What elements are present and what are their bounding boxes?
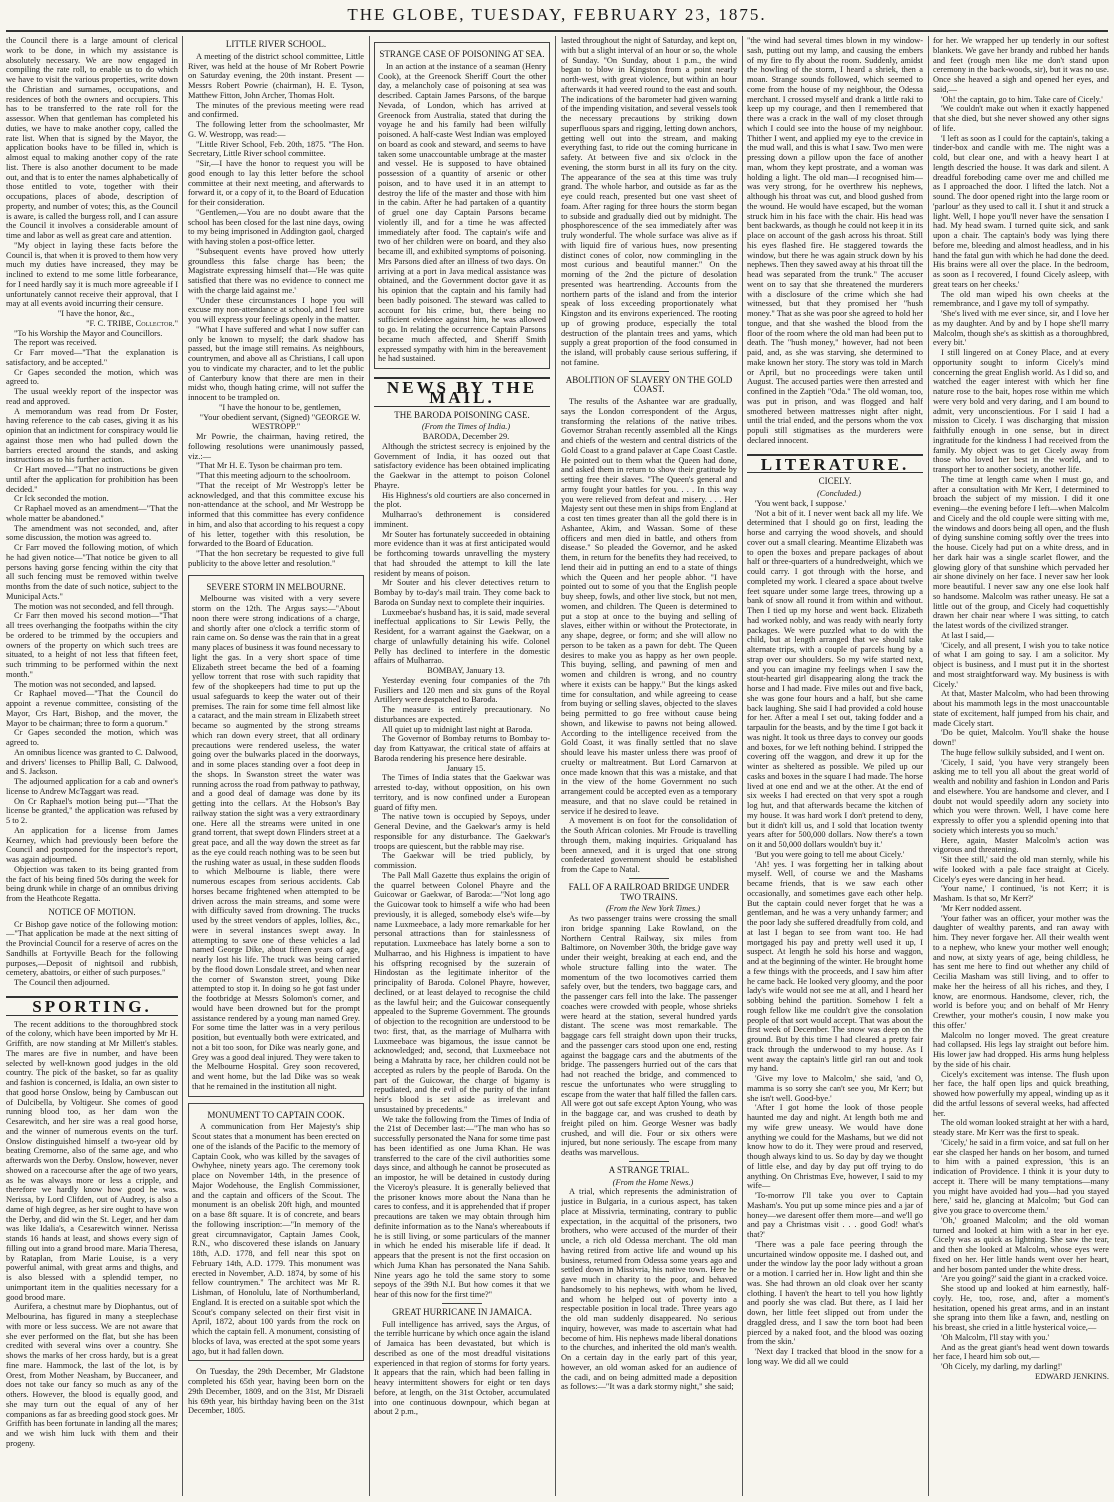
paragraph: 'I left as soon as I could for the captain's, taking a tinder-box and candle with me. The night was a cold, but clear one, and with a heavy heart I at length descried the house. It was dark and silent. A dreadful foreboding came over me and chilled me as I approached the door. I lifted the latch. Not a sound. The door opened right into the large room or 'parlour' as they used to call it. I shut it and struck a light. Well, I hope you'll never have the sensation I had. My head swam. I turned quite sick, and sank upon a chair. The captain's body was lying there before me, bleeding and almost headless, and in his hand the fatal gun with which he had done the deed. His brains were all over the place. In the bedroom, as soon as I recovered, I found Cicely asleep, with great tears on her cheeks.'	[933, 133, 1109, 289]
paragraph: Cr Gapes seconded the motion, which was agreed to.	[6, 367, 178, 387]
paragraph: The measure is entirely precautionary. No disturbances are expected.	[374, 705, 550, 724]
paragraph: Full intelligence has arrived, says the Argus, of the terrible hurricane by which once again the island of Jamaica has been devastated, but which is described as one of the most dreadful visitations experienced in that region of storms for forty years. It appears that the rain, which had been falling in heavy intermittent showers for eight or ten days before, at length, on the 31st October, accumulated into one continuous downpour, which began at about 2 p.m.,	[374, 1319, 550, 1417]
masthead-rule	[6, 30, 1108, 32]
column-rule	[928, 36, 929, 1496]
paragraph: Mr Souter has fortunately succeeded in obtaining more evidence than it was at first anticipated would be forthcoming towards unravelling the mystery that had shrouded the attempt to kill the late resident by means of poison.	[374, 529, 550, 578]
literature-heading: LITERATURE.	[747, 454, 923, 474]
paragraph: Cr Bishop gave notice of the following motion:—"That application be made at the next sitting of the Provincial Council for a reserve of acres on the Sandhills at Fortyville Beach for the following purposes,—Deposit of nightsoil and rubbish, cemetery, abattoirs, or either of such purposes."	[6, 919, 178, 978]
column-rule	[742, 36, 743, 1496]
paragraph: Although the strictest secrecy is enjoined by the Government of India, it has oozed out that satisfactory evidence has been obtained implicating the Gaekwar in the attempt to poison Colonel Phayre.	[374, 441, 550, 490]
paragraph: Yesterday evening four companies of the 7th Fusiliers and 120 men and six guns of the Royal Artillery were despatched to Baroda.	[374, 675, 550, 705]
paragraph: The motion was not seconded, and lapsed.	[14, 679, 156, 689]
paragraph: 'We couldn't make out when it exactly happened that she died, but she never showed any other signs of life.	[933, 104, 1109, 133]
paragraph: "Sir,—I have the honor to request you will be good enough to lay this letter before the school committee at their next meeting, and afterwards to forward it, or a copy of it, to the Board of Education for their consideration.	[188, 159, 364, 207]
paragraph: "I have the honour to be, gentlemen,	[218, 402, 342, 412]
article-title: THE BARODA POISONING CASE.	[394, 409, 530, 420]
divider	[629, 1161, 669, 1162]
paragraph: "Under these circumstances I hope you will excuse my non-attendance at school, and I feel sure you will express your feelings openly in the matter.	[188, 295, 364, 324]
paragraph: In an action at the instance of a seaman (Henry Cook), at the Greenock Sheriff Court the other day, a melancholy case of poisoning at sea was described. Captain James Parsons, of the barque Nevada, of London, which has arrived at Greenock from Australia, stated that during the voyage he and his family had been wilfully poisoned. A half-caste West Indian was employed on board as cook and steward, and seems to have taken some unaccountable umbrage at the master and vessel. He is supposed to have obtained possession of a quantity of arsenic or other poison, and to have used it in an attempt to destroy the life of the master and those with him in the cabin. After he had partaken of a quantity of gruel one day Captain Parsons became violently ill, and for a time he was affected immediately after food. The captain's wife and two of her children were on board, and they also became ill, and exhibited symptoms of poisoning. Mrs Parsons died after an illness of two days. On arriving at a port in Java medical assistance was obtained, and the Government doctor gave it as his opinion that the captain and his family had been badly poisoned. The steward was called to account for his crime, but, there being no sufficient evidence against him, he was allowed to go. In relating the occurrence Captain Parsons became much affected, and Sheriff Smith expressed sympathy with him in the bereavement he had sustained.	[378, 61, 546, 364]
paragraph: The adjourned application for a cab and owner's license to Andrew McTaggart was read.	[6, 777, 178, 796]
paragraph: for her. We wrapped her up tenderly in our softest blankets. We gave her brandy and rubbed her hands and feet (rough men like me don't stand upon ceremony in the back-woods, sir), but it was no use. Once she heaved a sigh and opened her eyes, and said,—	[933, 36, 1109, 94]
article-title: SEVERE STORM IN MELBOURNE.	[206, 581, 346, 592]
paragraph: "My object in laying these facts before the Council is, that when it is proved to them how very much my duties have increased, they may be inclined to extend to me some little forbearance, for I need hardly say it is much more agreeable if I unfortunately cannot receive their approval, that I may at all events avoid incurring their censure.	[6, 240, 178, 309]
divider	[442, 1303, 482, 1304]
masthead: THE GLOBE, TUESDAY, FEBRUARY 23, 1875.	[347, 5, 767, 24]
paragraph: 'Next day I tracked that blood in the snow for a long way. We did all we could	[747, 1347, 923, 1366]
paragraph: Objection was taken to its being granted from the fact of his being fined 50s during the week for being drunk while in charge of an omnibus driving from the Heathcote Regatta.	[6, 864, 178, 903]
paragraph: "Gentlemen,—You are no doubt aware that the school has been closed for the last nine days, owing to my being imprisoned in Addington gaol, charged with having stolen a post-office letter.	[188, 207, 364, 246]
paragraph: 'Your father was an officer, your mother was the daughter of wealthy parents, and ran away with him. They never forgave her. All their wealth went to a nephew, who knew your mother well enough; and now, at sixty years of age, being childless, he has sent me here to find out whether any child of Cecilia Masham was still living, and to offer to make her the heiress of all his riches, and they, I know, are enormous. Handsome, clever, rich, the world is before you; and on behalf of Mr Henry Crewther, your mother's cousin, I now make you this offer.'	[933, 913, 1109, 1030]
paragraph: Mr Souter and his clever detectives return to Bombay by to-day's mail train. They come back to Baroda on Sunday next to complete their inquiries.	[374, 578, 550, 607]
column-5	[747, 36, 923, 1498]
paragraph: Here, again, Master Malcolm's action was vigorous and threatening.	[933, 835, 1109, 855]
column-rule	[555, 36, 556, 1496]
paragraph: The minutes of the previous meeting were read and confirmed.	[188, 100, 364, 120]
paragraph: 'She's lived with me ever since, sir, and I love her as my daughter. And by and by I hope she'll marry Malcolm, though she's as skittish as a thoroughbred, every bit.'	[933, 309, 1109, 348]
paragraph: Cr Farr then moved his second motion—"That all trees overhanging the footpaths within the city be ordered to be trimmed by the occupiers and owners of the property on which such trees are situated, to a height of not less that fifteen feet, such trimming to be performed within the next month."	[6, 611, 178, 679]
paragraph: 'Cicely,' he said in a firm voice, and sat full on her ear she clasped her hands on her bosom, and turned to him with a pained expression, 'this is an indication of Providence. I think it is your duty to accept it. There will be many temptations—many you might have avoided had you—had you stayed here,' said he, glancing at Malcolm; 'but God can give you grace to overcome them.'	[933, 1137, 1109, 1215]
divider	[629, 371, 669, 372]
paragraph: Cr Ick seconded the motion.	[14, 494, 109, 504]
paragraph: Cicely's excitement was intense. The flush upon her face, the half open lips and quick breathing, showed how powerfully my appeal, winding up as it did the artful lessons of several weeks, had affected her.	[933, 1069, 1109, 1118]
source-line: (From the Times of India.)	[421, 422, 511, 432]
article-title: MONUMENT TO CAPTAIN COOK.	[207, 1109, 345, 1120]
paragraph: Mulharrao's dethronement is considered imminent.	[374, 510, 550, 529]
paragraph: A communication from Her Majesty's ship Scout states that a monument has been erected on one of the islands of the Pacific to the memory of Captain Cook, who was killed by the savages of Owhyhee, ninety years ago. The ceremony took place on November 14th, in the presence of Major Wodehouse, the English Commissioner, and the captain and officers of the Scout. The monument is an obelisk 20ft high, and mounted on a base 8ft square. It is of concrete, and bears the following inscription:—"In memory of the great circumnavigator, Captain James Cook, R.N., who discovered these islands on January 18th, A.D. 1778, and fell near this spot on February 14th, A.D. 1779. This monument was erected in November, A.D. 1874, by some of his fellow countrymen." The architect was Mr R. Lishman, of Honolulu, late of Northumberland, England. It is erected on a suitable spot which the Scout's company selected on their first visit in April, 1872, about 100 yards from the rock on which the captain fell. A monument, consisting of blocks of lava, was erected at the spot some years ago, but it had fallen down.	[192, 1122, 360, 1356]
paragraph: The old man wiped his own cheeks at the remembrance, and I gave my toll of sympathy.	[933, 289, 1109, 309]
paragraph: Mr Powrie, the chairman, having retired, the following resolutions were unanimously passed, viz.:—	[188, 432, 364, 461]
paragraph: The Gaekwar will be tried publicly, by commission.	[374, 851, 550, 870]
paragraph: 'After I got home the look of those people haunted me day and night. At length both me and my wife grew uneasy. We would have done anything we could for the Mashams, but we did not know how to do it. They were proud and reserved, though always kind to us. So day by day we thought of little else, and day by day put off trying to do anything. On Christmas Eve, however, I said to my wife—	[747, 1103, 923, 1191]
paragraph: 'Not a bit of it. I never went back all my life. We determined that I should go on first, leading the horse and carrying the wood shovels, and should cover out a small clearing. Meantime Elizabeth was to open the boxes and prepare packages of about half or three-quarters of a hundredweight, which we could carry. I got through with the horse, and completed my work. I cleared a space about twelve feet square under some large trees, throwing up a bank of snow all round it from within and without. Then I tied up my horse and went back. Elizabeth had worked nobly, and was ready with nearly forty packages. We were puzzled what to do with the child, but at length arranged that we should take alternate trips, with a couple of parcels hung by a strap over our shoulders. So my wife started next, and you can imagine my feelings when I saw the stout-hearted girl disappearing along the track the horse and I had made. Five miles out and five back, she was gone four hours and a half, but she came back laughing. She said I had provided a cold house for her. After a meal I set out, taking fodder and a tarpaulin for the beasts, and by the time I got back it was night. It took us three days to convey our goods and boxes, for we left nothing behind. I stripped the covering off the waggon, and drew it up for the winter as sheltered as possible. We piled up our casks and boxes in the square I had made. The horse lived at one end and we at the other. At the end of six weeks I had erected on that very spot a rough log hut, and that afterwards became the kitchen of my house. It was hard work I don't pretend to deny, but it didn't kill us, and I sold that location twenty years after for 500,000 dollars. Now there's a town on it and 50,000 dollars wouldn't buy it.'	[747, 508, 923, 849]
paragraph: 'But you were going to tell me about Cicely.'	[755, 849, 905, 859]
paragraph: The report was received.	[14, 338, 97, 348]
article-title: STRANGE CASE OF POISONING AT SEA.	[379, 49, 545, 59]
paragraph: The Times of India states that the Gaekwar was arrested to-day, without opposition, on his own territory, and is now confined under a European guard of fifty men.	[374, 773, 550, 812]
paragraph: The time at length came when I must go, and after a consultation with Mr Kerr, I determined to broach the subject of my mission. I did it one evening—the evening before I left—when Malcolm and Cicely and the old couple were sitting with me, the windows and doors being all open, and the flush of dying sunshine coming softly over the trees into the house. Cicely had put on a white dress, and in her dark hair was a single scarlet flower, and the glowing glory of that sunshine which pervaded her air shone divinely on her face. I never saw her look more beautiful. I never saw any one else look half so handsome. Malcolm was rather uneasy. He sat a little out of the group, and Cicely had coquettishly drawn her chair near where I was sitting, to catch the latest words of the civilized stranger.	[933, 474, 1109, 630]
paragraph: The Council then adjourned.	[14, 978, 110, 987]
paragraph: 'Cicely, I said, 'you have very strangely been asking me to tell you all about the great world of wealth and nobility and fashion in London and Paris and elsewhere. You are handsome and clever, and I doubt not would speedily adorn any society into which you were thrown. Well, I have come here expressly to offer you a splendid opening into that society which interests you so much.'	[933, 757, 1109, 835]
source-line: (From the New York Times.)	[605, 904, 701, 914]
paragraph: An omnibus licence was granted to C. Dalwood, and drivers' licenses to Phillip Ball, C. Dalwood, and S. Jackson.	[6, 747, 178, 777]
paragraph: Melbourne was visited with a very severe storm on the 12th. The Argus says:—"About noon there were strong indications of a charge, and shortly after one o'clock a terrific storm of rain came on. So dense was the rain that in a great many places of business it was found necessary to light the gas. In a very short space of time Elizabeth street became the bed of a foaming yellow torrent that rose with such rapidity that few of the shopkeepers had time to put up the usual safeguards to keep the water out of their premises. The rain for some time fell almost like a cataract, and the main stream in Elizabeth street became so augmented by the strong streams which ran down every street, that all ordinary precautions were rendered useless, the water going over the bulwarks placed in the doorways, and in some places standing over a foot deep in the shops. In Swanston street the water was running across the road from pathway to pathway, and a good deal of damage was done by its getting into the cellars. At the Hobson's Bay railway station the sight was a very extraordinary one. Here all the streams were united in one grand torrent, that swept down Flinders street at a great pace, and all the way down the street as far as the eye could reach nothing was to be seen but the rushing water as usual, in these sudden floods to which Melbourne is liable, there were numerous escapes from serious accidents. Cab horses became frightened when attempted to be driven across the main streams, and some were with difficulty saved from drowning. The trucks used by the street vendors of apples, lollies, &c., were in several instances swept away. In attempting to save one of these vehicles a lad named George Dike, about fifteen years of age, nearly lost his life. The truck was being carried by the flood down Lonsdale street, and when near the corner of Swanston street, young Dike attempted to stop it. In doing so he got fast under the footbridge at Messrs Solomon's corner, and would have been drowned but for the prompt assistance rendered by a young man named Grey. For some time the latter was in a very perilous position, but eventually both were extricated, and not a bit too soon, for Dike was nearly gone, and Grey was a good deal injured. They were taken to the Melbourne Hospital. Grey soon recovered, and went home, but the lad Dike was so weak that he remained in the institution all night.	[192, 594, 360, 1091]
paragraph: "That the receipt of Mr Westropp's letter be acknowledged, and that this committee excuse his non-attendance at the school, and Mr Westropp be informed that this committee has every confidence in him, and also that according to his request a copy of his letter, together with this resolution, be forwarded to the Board of Education.	[188, 480, 364, 549]
paragraph: She stood up and looked at him earnestly, half-coyly. He, too, rose, and, after a moment's hesitation, opened his great arms, and in an instant she sprang into them like a fawn, and, nestling on his breast, she cried in a little hysterical voice,—	[933, 1284, 1109, 1332]
paragraph: Cr Farr moved—"That the explanation is satisfactory, and be accepted."	[6, 348, 178, 367]
paragraph: I still lingered on at Coney Place, and at every opportunity sought to inform Cicely's mind concerning the great English world. As I did so, and watched the eager interest with which her fine nature rose to the bait, hopes rose within me which were very bold and very daring, and I am bound to admit, very unconscientious. For I said I had a mission to Cicely. I was discharging that mission faithfully enough in one sense, but in direct ingratitude for the kindness I had received from the family. My object was to get Cicely away from those who loved her best in the world, and to transport her to another society, another life.	[933, 348, 1109, 474]
paragraph: The Pall Mall Gazette thus explains the origin of the quarrel between Colonel Phayre and the Guicowar or Gaekwar, of Baroda:—"Not long ago the Guicowar took to himself a wife who had been previously, it is alleged, somebody else's wife—by name Luxmeebace, a lady more remarkable for her personal attractions than for stainlessness of reputation. Luxmeebace has lately borne a son to Mulharrao, and his Highness is impatient to have his offspring recognised by the suzerain of Hindostan as the legitimate inheritor of the principality of Baroda. Colonel Phayre, however, declined, or at least delayed to recognise the child as the lawful heir; and the Guicowar consequently appealed to the Supreme Government. The grounds of objection to the recognition are understood to be two: first, that, as the marriage of Mulharra with Luxmeebace was bigamous, the issue cannot be acknowledged; and, second, that Luxmeebace not being a Mahratta by race, her children could not be accepted as rulers by the people of Baroda. On the part of the Guicowar, the charge of bigamy is repudiated, and the evil of the purity of the infant heir's blood is set aside as irrelevant and unsustained by precedents."	[374, 870, 550, 1114]
column-1	[6, 36, 178, 1498]
paragraph: Luxmeebae's husband has, it is said, made several ineffectual applications to Sir Lewis Pelly, the Resident, for a warrant against the Gaekwar, on a charge of unlawfully detaining his wife. Colonel Pelly has declined to interfere in the domestic affairs of Mulharrao.	[374, 607, 550, 666]
paragraph: Cr Hart moved—"That no instructions be given until after the application for prohibition has been decided."	[6, 465, 178, 494]
sporting-heading: SPORTING.	[6, 996, 178, 1016]
paragraph: 'There was a pale face peering through the uncurtained window opposite me. I dashed out, and under the window lay the poor lady without a groan or a motion. I carried her in. How light and thin she was. She had thrown an old cloak over her scanty clothing. I haven't the heart to tell you how lightly and poorly she was clad. But there, as I laid her down, her little feet slipped out from under the draggled dress, and I saw the torn boot had been pierced by a naked foot, and the blood was oozing from the skin.'	[747, 1239, 923, 1347]
paragraph: Aurifera, a chestnut mare by Diophantus, out of Melbourina, has figured in many a steeplechase with more or less success. We are not aware that she ever performed on the flat, but she has been credited with several wins over a country. She shows the marks of her cross hardy, but is a great fine mare. Hammock, the last of the lot, is by Orest, from Mother Neasham, by Buccaneer, and does not take our fancy so much as any of the others. However, the blood is equally good, and she may turn out the equal of any of her companions as far as breeding good stock goes. Mr Griffith has been fortunate in landing all the mares; and we wish him luck with them and their progeny.	[6, 1302, 178, 1448]
signature: "F. C. TRIBE, Collector."	[86, 318, 178, 328]
paragraph: 'Your name,' I continued, 'is not Kerr; it is Masham. Is that so, Mr Kerr?'	[933, 884, 1109, 903]
paragraph: "That Mr H. E. Tyson be chairman pro tem.	[196, 461, 343, 471]
article-title: A STRANGE TRIAL.	[608, 1164, 690, 1175]
column-2	[188, 36, 364, 1498]
divider	[629, 878, 669, 879]
source-line: (From the Home News.)	[612, 1177, 694, 1187]
paragraph: 'You went back, I suppose.'	[755, 498, 847, 508]
dateline: BOMBAY, January 13.	[427, 666, 505, 675]
paragraph: lasted throughout the night of Saturday, and kept on, with but a slight interval of an hour or so, the whole of Sunday. "On Sunday, about 1 p.m., the wind began to blow in Kingston from a point nearly north-west, with great violence, but within an hour afterwards it had veered round to the east and south. The indications of the barometer had given warning of the impending visitation, and several vessels took the necessary precautions by striking down superfluous spars and rigging, letting down anchors, getting well out into the stream, and making everything fast, to ride out the coming hurricane in safety. At between five and six o'clock in the evening, the storm burst in all its fury on the city. The appearance of the sea at this time was truly grand. The whole harbor, and outside as far as the eye could reach, presented but one vast sheet of foam. After raging for three hours the storm began to subside and gradually died out by midnight. The phosphorescence of the sea immediately after was truly wonderful. The whole surface was alive as if with liquid fire of various hues, now presenting distinct cones of color, now commingling in the most curious and beautiful manner." On the morning of the 2nd the picture of desolation presented was heartrending. Accounts from the northern parts of the island and from the interior speak of loss exceeding proportionately what Kingston and its environs experienced. The rooting up of growing produce, especially the total destruction of the plantain trees and yams, which supply a great proportion of the food consumed in the island, will probably cause serious suffering, if not famine.	[561, 36, 737, 367]
paragraph: The old woman looked straight at her with a hard, steady stare. Mr Kerr was the first to speak.	[933, 1118, 1109, 1137]
paragraph: "What I have suffered and what I now suffer can only be known to myself; the dark shadow has passed, but the image still remains. As neighbours, countrymen, and above all as Christians, I call upon you to vindicate my character, and to let the public of Canterbury know that there are men in their midst who, though hating crime, will not suffer the innocent to be trampled on.	[188, 324, 364, 402]
paragraph: 'Sit thee still,' said the old man sternly, while his wife looked with a pale face straight at Cicely. Cicely's eyes were dancing in her head.	[933, 855, 1109, 884]
paragraph: All quiet up to midnight last night at Baroda.	[382, 724, 533, 734]
paragraph: 'Oh! the captain, go to him. Take care of Cicely.'	[941, 94, 1103, 104]
paragraph: Malcolm no longer moved. The great creature had collapsed. His legs lay straight out before him. His lower jaw had dropped. His arms hung helpless by the side of his chair.	[933, 1030, 1109, 1069]
paragraph: A memorandum was read from Dr Foster, having reference to the cab cases, giving it as his opinion that an indictment for conspiracy would lie against those men who had pulled down the barriers erected around the stands, and asking instructions as to his further action.	[6, 406, 178, 465]
paragraph: 'To-morrow I'll take you over to Captain Masham's. You put up some mince pies and a jar of honey—we daresent offer them more—and we'll go and pay a Christmas visit . . . good God! what's that?'	[747, 1191, 923, 1239]
column-rule	[369, 36, 370, 1496]
paragraph: At that, Master Malcolm, who had been throwing about his mammoth legs in the most unaccountable state of excitement, half jumped from his chair, and made Cicely start.	[933, 689, 1109, 728]
column-6	[933, 36, 1109, 1498]
article-title: FALL OF A RAILROAD BRIDGE UNDER TWO TRAINS.	[568, 881, 730, 902]
article-box	[188, 575, 364, 1097]
paragraph: A meeting of the district school committee, Little River, was held at the house of Mr Robert Powrie on Saturday evening, the 20th instant. Present — Messrs Robert Powrie (chairman), H. E. Tyson, Matthew Fitton, John Archer, Thomas Holt.	[188, 51, 364, 100]
paragraph: 'Cicely, and all present, I wish you to take notice of what I am going to say. I am a solicitor. My object is business, and I must put it in the shortest and most straightforward way. My business is with Cicely.'	[933, 640, 1109, 689]
article-title: ABOLITION OF SLAVERY ON THE GOLD COAST.	[565, 374, 733, 395]
author-signature: EDWARD JENKINS.	[1035, 1371, 1109, 1381]
paragraph: "That the hon secretary be requested to give full publicity to the above letter and resolution."	[188, 549, 364, 568]
news-by-mail-heading: NEWS BY THE MAIL.	[374, 377, 550, 407]
paragraph: 'Oh,' groaned Malcolm; and the old woman turned and looked at him with a tear in her eye. Cicely was as quick as lightning. She saw the tear, and then she looked at Malcolm, whose eyes were fixed on her. Her little hands went over her heart, and her bosom panted under the white dress.	[933, 1215, 1109, 1274]
section-heading: NOTICE OF MOTION.	[48, 906, 136, 917]
paragraph: "That this meeting adjourn to the schoolroom.	[196, 471, 351, 480]
paragraph: Cr Farr moved the following motion, of which he had given notice—"That notice be given to all persons having gorse fencing within the city that all such fencing must be removed within twelve months from the date of such notice, subject to the Municipal Acts."	[6, 543, 178, 601]
paragraph: "Little River School, Feb. 20th, 1875. "The Hon. Secretary, Little River school committee.	[188, 139, 364, 159]
column-4	[561, 36, 737, 1498]
paragraph: On Tuesday, the 29th December, Mr Gladstone completed his 65th year, having been born on the 29th December, 1809, and on the 31st, Mr Disraeli his 69th year, his birthday having been on the 31st December, 1805.	[188, 1367, 364, 1416]
paragraph: "Subsequent events have proved how utterly groundless this false charge has been; the Magistrate expressing himself that—'He was quite satisfied that there was no evidence to connect me with the charge laid against me.'	[188, 246, 364, 295]
article-box	[188, 1103, 364, 1362]
story-note: (Concluded.)	[817, 489, 861, 498]
paragraph: The motion was not seconded, and fell through.	[14, 601, 174, 611]
paragraph: On Cr Raphael's motion being put—"That the license be granted," the application was refused by 5 to 2.	[6, 796, 178, 825]
paragraph: Cr Gapes seconded the motion, which was agreed to.	[6, 728, 178, 747]
paragraph: The usual weekly report of the inspector was read and approved.	[6, 387, 178, 406]
paragraph: His Highness's old courtiers are also concerned in the plot.	[374, 490, 550, 510]
story-title: CICELY.	[818, 476, 852, 487]
paragraph: The huge fellow sulkily subsided, and I went on.	[941, 747, 1105, 757]
paragraph: 'Are you going?' said the giant in a cracked voice.	[941, 1274, 1108, 1284]
paragraph: Cr Raphael moved as an amendment—"That the whole matter be abandoned."	[6, 504, 178, 523]
paragraph: At last I said,—	[941, 630, 995, 640]
article-title: GREAT HURRICANE IN JAMAICA.	[392, 1306, 532, 1317]
paragraph: the Council there is a large amount of clerical work to be done, in which my assistance is absolutely necessary. We are now engaged in compiling the rate roll, to enable us to do which we have to visit the various properties, write down the Christian and surnames, occupations, and residences of both the owners and occupiers. This has to be transferred to the rate roll for the assessor. When that gentleman has completed his duties, we have to make another copy, called the rate list. When that is signed by the Mayor, the application books have to be filled in, which is almost equal to making another copy of the rate list. There is also another document to be made out, and that is to enter the names alphabetically of those entitled to vote, together with their occupations, places of abode, description of property, and number of votes; this, as the Council is aware, is called the burgess roll, and I can assure the Council it involves a considerable amount of time and labor as well as great care and attention.	[6, 36, 178, 240]
paragraph: The recent additions to the thoroughbred stock of the colony, which have been imported by Mr H. Griffith, are now standing at Mr Millett's stables. The mares are five in number, and have been selected by well-known good judges in the old country. The pick of the basket, so far as quality and fashion is concerned, is Idalia, an own sister to that good horse Onslow, being by Cambuscan out of Dulcibella, by Voltigeur. She comes of good running blood too, as her dam won the Cesarewitch, and her sire was a real good horse, and the winner of numerous events on the turf. Onslow distinguished himself a two-year old by beating Cremorne, also of the same age, and who afterwards won the Derby. Onslow, however, never showed on a racecourse after the age of two years, as he was always more or less a cripple, and therefore we hardly know how good he was. Nerissa, by Lord Clifden, out of Audrey, is also a dame of high degree, as her sire ought to have won the Derby, and did win the St. Leger, and her dam was like Idalia's, a Cesarewitch winner. Nerissa stands 16 hands at least, and shows every sign of filling out into a grand brood mare. Maria Theresa, by Rataplan, from Marie Louise, is a very powerful animal, with great arms and thighs, and is also blessed with a splendid temper, no unimportant item in the qualities necessary for a good brood mare.	[6, 1019, 178, 1302]
paragraph: A trial, which represents the administration of justice in Bulgaria, in a curious aspect, has taken place at Missivria, terminating, contrary to public expectation, in the acquittal of the prisoners, two brothers, who were accused of the murder of their uncle, a rich old Odessa merchant. The old man having retired from active life and wound up his business, returned from Odessa some years ago and settled down in Missivria, his native town. Here he gave much in charity to the poor, and behaved handsomely to his nephews, with whom he lived, and whom he helped out of poverty into a respectable position in local trade. Three years ago the old man suddenly disappeared. No serious inquiry, however, was made to ascertain what had become of him. His nephews made liberal donations to the churches, and inherited the old man's wealth. On a certain day in the early part of this year, however, an old woman asked for an audience of the cadi, and on being admitted made a deposition as follows:—"It was a dark stormy night," she said;	[561, 1187, 737, 1392]
paragraph: And as the great giant's head went down towards her face, I heard him sob out,—	[933, 1342, 1109, 1362]
paragraph: The following letter from the schoolmaster, Mr G. W. Westropp, was read:—	[188, 120, 364, 139]
council-report	[6, 36, 178, 904]
paragraph: 'Do be quiet, Malcolm. You'll shake the house down!'	[933, 728, 1109, 747]
paragraph: 'Oh Malcolm, I'll stay with you.'	[941, 1332, 1050, 1342]
dateline: January 15.	[446, 763, 486, 773]
paragraph: 'Mr Kerr nodded assent.	[941, 903, 1022, 913]
article-title: LITTLE RIVER SCHOOL.	[225, 39, 327, 49]
column-rule	[182, 36, 183, 1496]
paragraph: As two passenger trains were crossing the small iron bridge spanning Lake Rowland, on the Northern Central Railway, six miles from Baltimore, on November 30th, the bridge gave way under their weight, breaking at each end, and the whole structure falling into the water. The momentum of the two locomotives carried them safely over, but the tenders, two baggage cars, and the passenger cars fell into the lake. The passenger coaches were crowded with people, whose shrieks were heard at the station, several hundred yards distant. The scene was most remarkable. The baggage cars fell straight down upon their trucks, and the passenger cars stood upon one end, resting against the baggage cars and the abutments of the bridge. The passengers hurried out of the cars that had not reached the bridge, and commenced to rescue the unfortunates who were struggling to escape from the water that half filled the fallen cars. All were got out safe except Apton Young, who was in the baggage car, and was crushed to death by freight piled on him. George Wesner was badly crushed, and will die. Four or six others were injured, but none seriously. The escape from many deaths was marvellous.	[561, 914, 737, 1157]
paragraph: The native town is occupied by Sepoys, under General Devine, and the Gaekwar's army is held responsible for any disturbance. The Gaekwar's troops are quiescent, but the rabble may rise.	[374, 812, 550, 851]
paragraph: 'Give my love to Malcolm,' she said, 'and O, mamma is so sorry she can't see you, Mr Kerr; but she isn't well. Good-bye.'	[747, 1074, 923, 1103]
paragraph: We take the following from the Times of India of the 21st of December last:—"The man who has so successfully personated the Nana for some time past has been identified as one Juma Khan. He was transferred to the care of the civil authorities some days since, and although he cannot be prosecuted as an impostor, he will be detained in custody during the Viceroy's pleasure. It is generally believed that the prisoner knows more about the Nana than he cares to confess, and it is apprehended that if proper precautions are taken we may obtain through him definite information as to the Nana's whereabouts if he is still living, or some particulars of the manner in which he ended his miserable life if dead. It appears that the present is not the first occasion on which Juma Khan has personated the Nana Sahib. Nine years ago he told the same story to some sepoys of the 39th N.I. But how comes it that we hear of this now for the first time?"	[374, 1114, 550, 1299]
paragraph: The results of the Ashantee war are gradually, says the London correspondent of the Argus, transforming the relations of the native tribes. Governor Strahan recently assembled all the Kings and chiefs of the western and central districts of the Gold Coast to a grand palaver at Cape Coast Castle. He pointed out to them what the Queen had done, and asked them in return to show their gratitude by setting free their slaves. "The Queen's general and army fought your battles for you. . . . In this way you were relieved from defeat and misery. . . . Her Majesty sent out these men in ships from England at a cost ten times greater than all the gold there is in Ashantee, Akim, and Wassan. Some of these officers and men died in battle, and others from disease." So pleaded the Governor, and he asked them, in return for the benefits they had received, to lend their aid in putting an end to a state of things which the Queen and her people abhor. "I have pointed out to some of you that the English people buy sheep, fowls, and other live stock, but not men, women, and children. The Queen is determined to put a stop at once to the buying and selling of slaves, either within or without the Protectorate, in any shape, degree, or form; and she will allow no person to be taken as a pawn for debt. The Queen desires to make you as happy as her own people. This buying, selling, and pawning of men and women and children is wrong, and no country where it exists can be happy." But the kings asked time for consultation, and while agreeing to cease from buying or selling slaves, objected to the slaves being permitted to go free without cause being shown, and likewise to pawns not being allowed. According to the intelligence received from the Gold Coast, it was finally settled that no slave should leave his master unless there was proof of cruelty or maltreatment. But Lord Carnarvon at once made known that this was a mistake, and that in the view of the home Government no such arrangement could be accepted even as a temporary measure, and that no slave could be retained in service if he desired to leave.	[561, 397, 737, 816]
paragraph: The amendment was not seconded, and, after some discussion, the motion was agreed to.	[6, 523, 178, 543]
paragraph: A movement is on foot for the consolidation of the South African colonies. Mr Froude is travelling through them, making inquiries. Griqualand has been annexed, and it is urged that one strong confederated government should be established from the Cape to Natal.	[561, 816, 737, 874]
column-3	[374, 36, 550, 1498]
signature: "Your obedient servant, (Signed) "GEORGE W. WESTROPP."	[199, 412, 361, 432]
paragraph: "To his Worship the Mayor and Councillors.	[14, 328, 163, 338]
paragraph: 'Oh Cicely, my darling, my darling!'	[941, 1362, 1062, 1371]
paragraph: Cr Raphael moved—"That the Council do appoint a revenue committee, consisting of the Mayor, Crs Hart, Bishop, and the mover, the Mayor to be chairman; three to form a quorum."	[6, 689, 178, 728]
article-box	[374, 42, 550, 369]
paragraph: 'Ah! yes. I was forgetting her in talking about myself. Well, of course we and the Mashams became friends, that is we saw each other occasionally, and sometimes gave each other help. But the captain could never forget that he was a gentleman, and he was a very unhandy farmer; and the poor lady she suffered dreadfully from cold, and at last I began to see from want too. He had mortgaged his pay and pretty well used it up, I suspect. At length he sold his horse and waggon, and at the beginning of the winter. He brought home a few things with the proceeds, and I saw him after he came back. He looked very gloomy, and the poor lady's wife would not see me at all, and I heard her sobbing behind the partition. Somehow I felt a rough fellow like me couldn't give the consolation people of that sort would accept. That was about the first week of December. The snow was deep on the ground. But by this time I had cleared a pretty fair track through the underwood to my house. As I went away the captain's little girl ran out and took my hand.	[747, 859, 923, 1074]
paragraph: "the wind had several times blown in my window-sash, putting out my lamp, and causing the embers of my fire to fly about the room. Suddenly, amidst the howling of the storm, I heard a shriek, then a moan. Strange sounds followed, which seemed to come from the house of my neighbour, the Odessa merchant. I crossed myself and drank a little raki to keep up my courage, and then I remembered that there was a crack in the wall of my closet through which I could see into the house of my neighbour. Thither I went, and applied my eye to the crevice in the mud wall, and this is what I saw. Two men were pressing down a pillow upon the face of another man, whom they kept prostrate, and a woman was holding a light. The old man—I recognised him—was very strong, for he overthrew his nephews, although his throat was cut, and blood gushed from the wound. He would have escaped, but the woman struck him in his face with the chair. His head was bent backwards, as though he could not keep it in its place on account of the gash across his throat. Still his eyes flashed fire. He staggered towards the window, but there he was again struck down by his nephews. Then they sawed away at his throat till the head was separated from the trunk." The accuser went on to say that she threatened the murderers with a disclosure of the crime which she had witnessed, but that they promised her "hush money." That as she was poor she agreed to hold her tongue, and that she washed the blood from the floor of the room where the old man had been put to death. The "hush money," however, had not been paid, and, as she was starving, she determined to make known her story. The story was told in March or April, but no proceedings were taken until August. The accused parties were then arrested and confined in the Zaptieh "Oda." The old woman, too, was put in prison, and was flogged and half smothered between mattresses night after night, until the trial ended, and the persons whom the vox populi still stigmatises as the murderers were declared innocent.	[747, 36, 923, 445]
paragraph: The Governor of Bombay returns to Bombay to-day from Kattyawar, the critical state of affairs at Baroda rendering his presence here desirable.	[374, 734, 550, 763]
paragraph: An application for a license from James Kearney, which had previously been before the Council and postponed for the inspector's report, was again adjourned.	[6, 825, 178, 864]
dateline: BARODA, December 29.	[422, 432, 510, 441]
paragraph: "I have the honor, &c.,	[57, 309, 135, 318]
